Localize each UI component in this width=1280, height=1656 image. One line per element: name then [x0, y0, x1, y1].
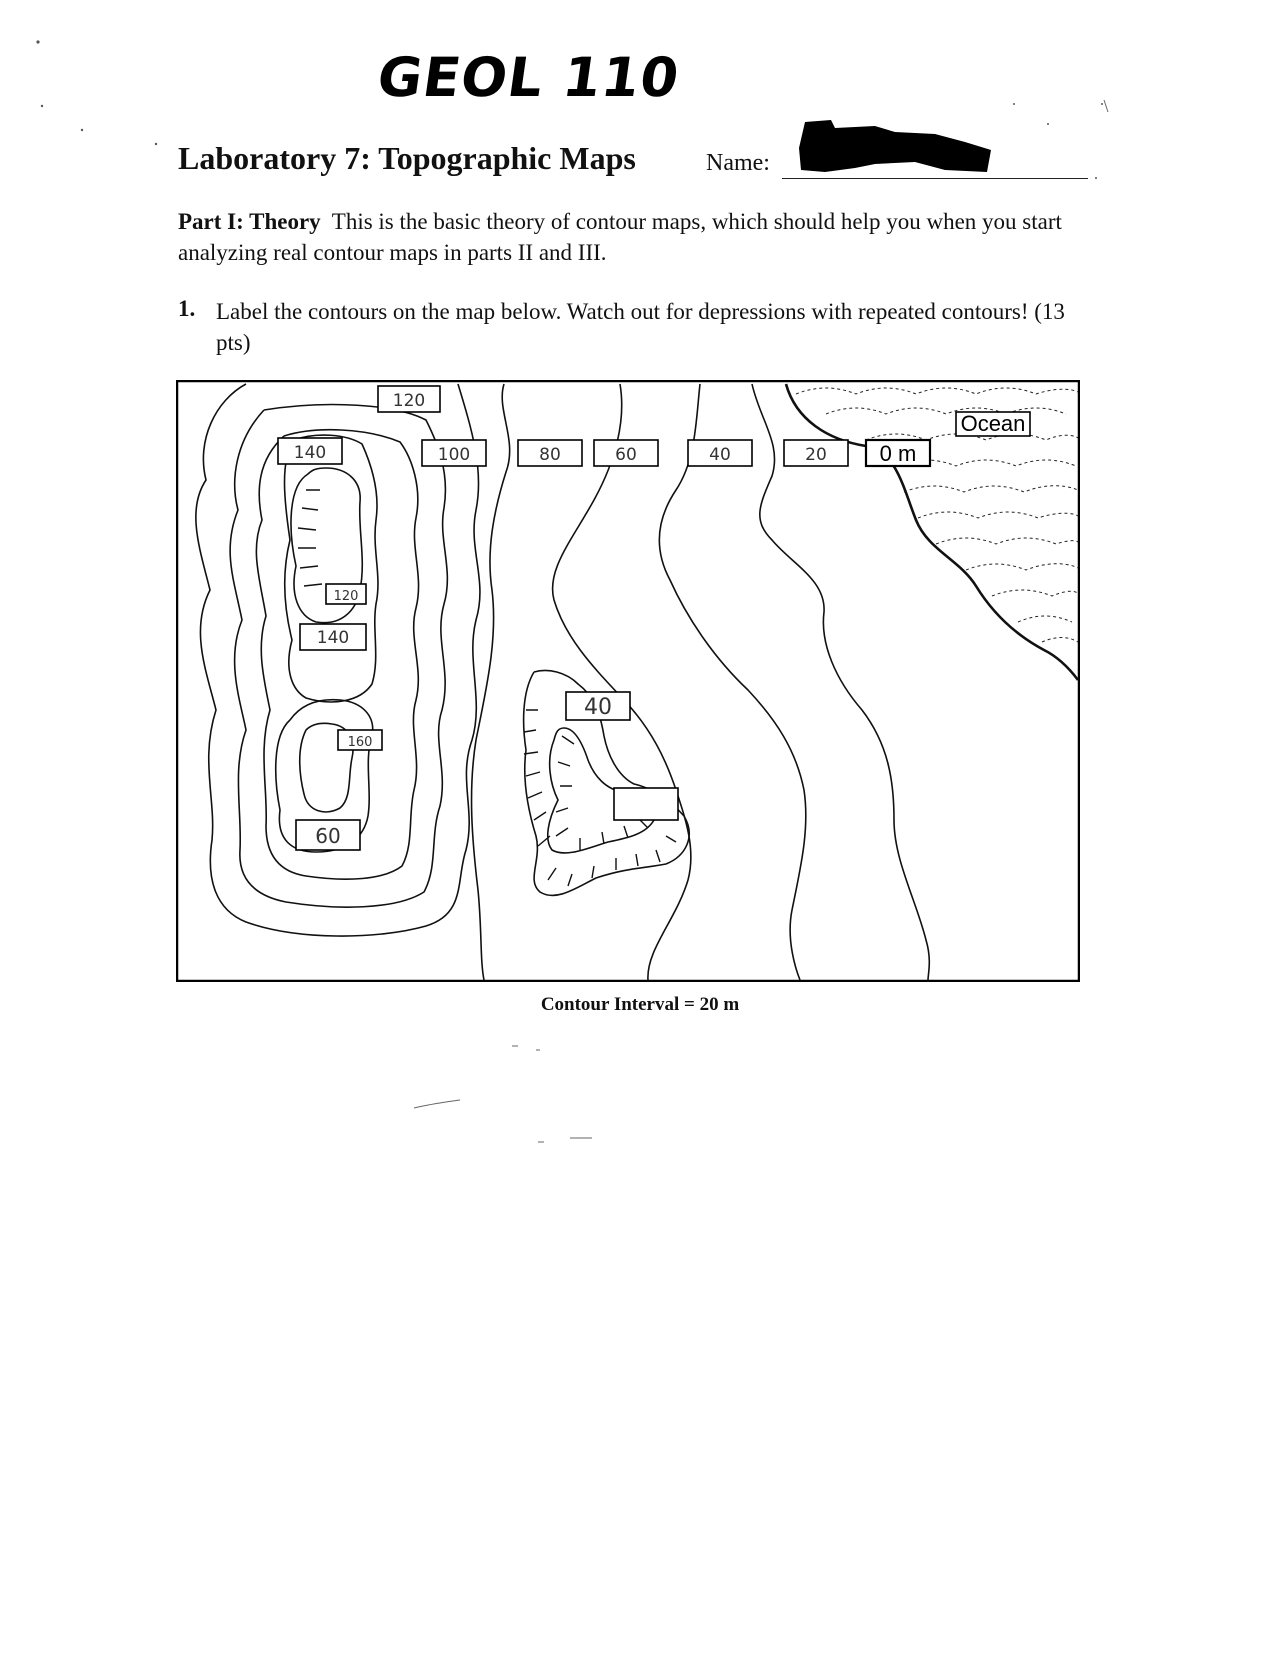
handwritten-label: 120: [333, 589, 359, 604]
name-label: Name:: [706, 150, 770, 176]
contour-interval-caption: Contour Interval = 20 m: [540, 994, 740, 1015]
handwritten-label: 60: [615, 445, 637, 465]
name-field-line[interactable]: [782, 178, 1088, 179]
question-text: Label the contours on the map below. Watch out for depressions with repeated contours! (13 pts): [216, 299, 1065, 355]
part1-intro: [178, 206, 1078, 268]
handwritten-label: 140: [316, 628, 350, 648]
handwritten-label: 80: [539, 445, 561, 465]
handwritten-label: 20: [805, 445, 827, 465]
part1-heading: Part I: Theory: [178, 209, 321, 234]
handwritten-label: 120: [392, 391, 426, 411]
part1-text: This is the basic theory of contour maps, which should help you when you start analyzing real contour maps in parts II and III.: [178, 209, 1062, 265]
ocean-label: Ocean: [960, 411, 1026, 436]
handwritten-label: 60: [315, 824, 341, 848]
course-title: GEOL 110: [373, 46, 684, 109]
zero-contour-label: 0 m: [879, 441, 917, 466]
question-number: 1.: [178, 296, 196, 321]
handwritten-label: 160: [347, 735, 373, 750]
handwritten-label: 100: [437, 445, 471, 465]
contour-map: [176, 380, 1080, 982]
handwritten-label: 140: [293, 443, 327, 463]
name-redaction: [795, 118, 995, 178]
handwritten-label: 40: [709, 445, 731, 465]
lab-title: Laboratory 7: Topographic Maps: [178, 140, 636, 176]
handwritten-label: 40: [584, 695, 612, 720]
